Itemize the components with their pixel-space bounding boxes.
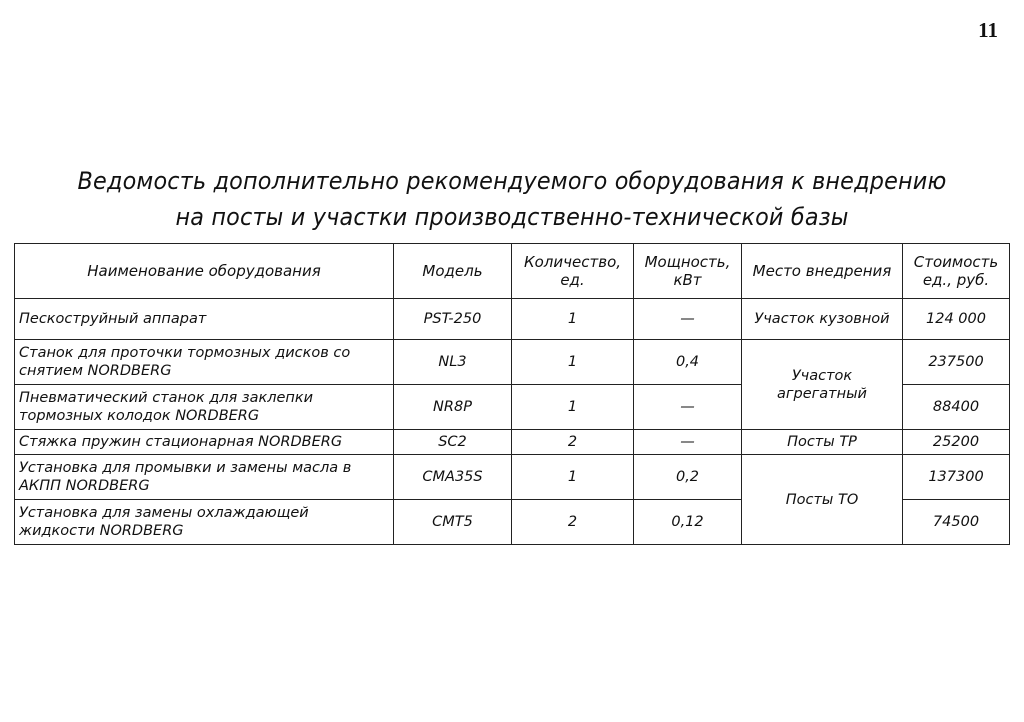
cell-place: Посты ТР [742,430,903,455]
cell-name: Пневматический станок для заклепки тормозных колодок NORDBERG [15,385,394,430]
cell-model: CMT5 [394,500,512,545]
table-row [15,299,1010,340]
cell-model: SC2 [394,430,512,455]
cell-place: Участок кузовной [742,299,903,340]
cell-power: — [634,385,742,430]
cell-power: 0,12 [634,500,742,545]
cell-power: 0,2 [634,455,742,500]
title-line-1: Ведомость дополнительно рекомендуемого оборудования к внедрению [77,167,947,195]
cell-cost: 74500 [903,500,1010,545]
cell-qty: 1 [512,455,634,500]
cell-name: Установка для замены охлаждающей жидкости NORDBERG [15,500,394,545]
cell-model: NL3 [394,340,512,385]
cell-cost: 124 000 [903,299,1010,340]
cell-model: CMA35S [394,455,512,500]
cell-power: — [634,430,742,455]
cell-cost: 25200 [903,430,1010,455]
cell-cost: 137300 [903,455,1010,500]
cell-cost: 88400 [903,385,1010,430]
table-header-row [15,244,1010,299]
cell-name: Установка для промывки и замены масла в АКПП NORDBERG [15,455,394,500]
cell-place: Участок агрегатный [742,340,903,430]
cell-power: — [634,299,742,340]
cell-model: PST-250 [394,299,512,340]
cell-name: Стяжка пружин стационарная NORDBERG [15,430,394,455]
header-power: Мощность, кВт [634,244,742,299]
table-row [15,430,1010,455]
cell-place: Посты ТО [742,455,903,545]
equipment-table [14,243,1010,545]
cell-cost: 237500 [903,340,1010,385]
cell-name: Станок для проточки тормозных дисков со снятием NORDBERG [15,340,394,385]
header-place: Место внедрения [742,244,903,299]
header-qty: Количество, ед. [512,244,634,299]
table-row [15,455,1010,500]
header-name: Наименование оборудования [15,244,394,299]
title-line-2: на посты и участки производственно-технической базы [175,203,849,231]
cell-qty: 1 [512,299,634,340]
page-number: 11 [978,18,998,42]
cell-model: NR8P [394,385,512,430]
cell-qty: 1 [512,340,634,385]
document-title [36,163,988,235]
table-row [15,340,1010,385]
cell-qty: 1 [512,385,634,430]
cell-name: Пескоструйный аппарат [15,299,394,340]
cell-qty: 2 [512,500,634,545]
header-cost: Стоимость ед., руб. [903,244,1010,299]
header-model: Модель [394,244,512,299]
cell-qty: 2 [512,430,634,455]
cell-power: 0,4 [634,340,742,385]
